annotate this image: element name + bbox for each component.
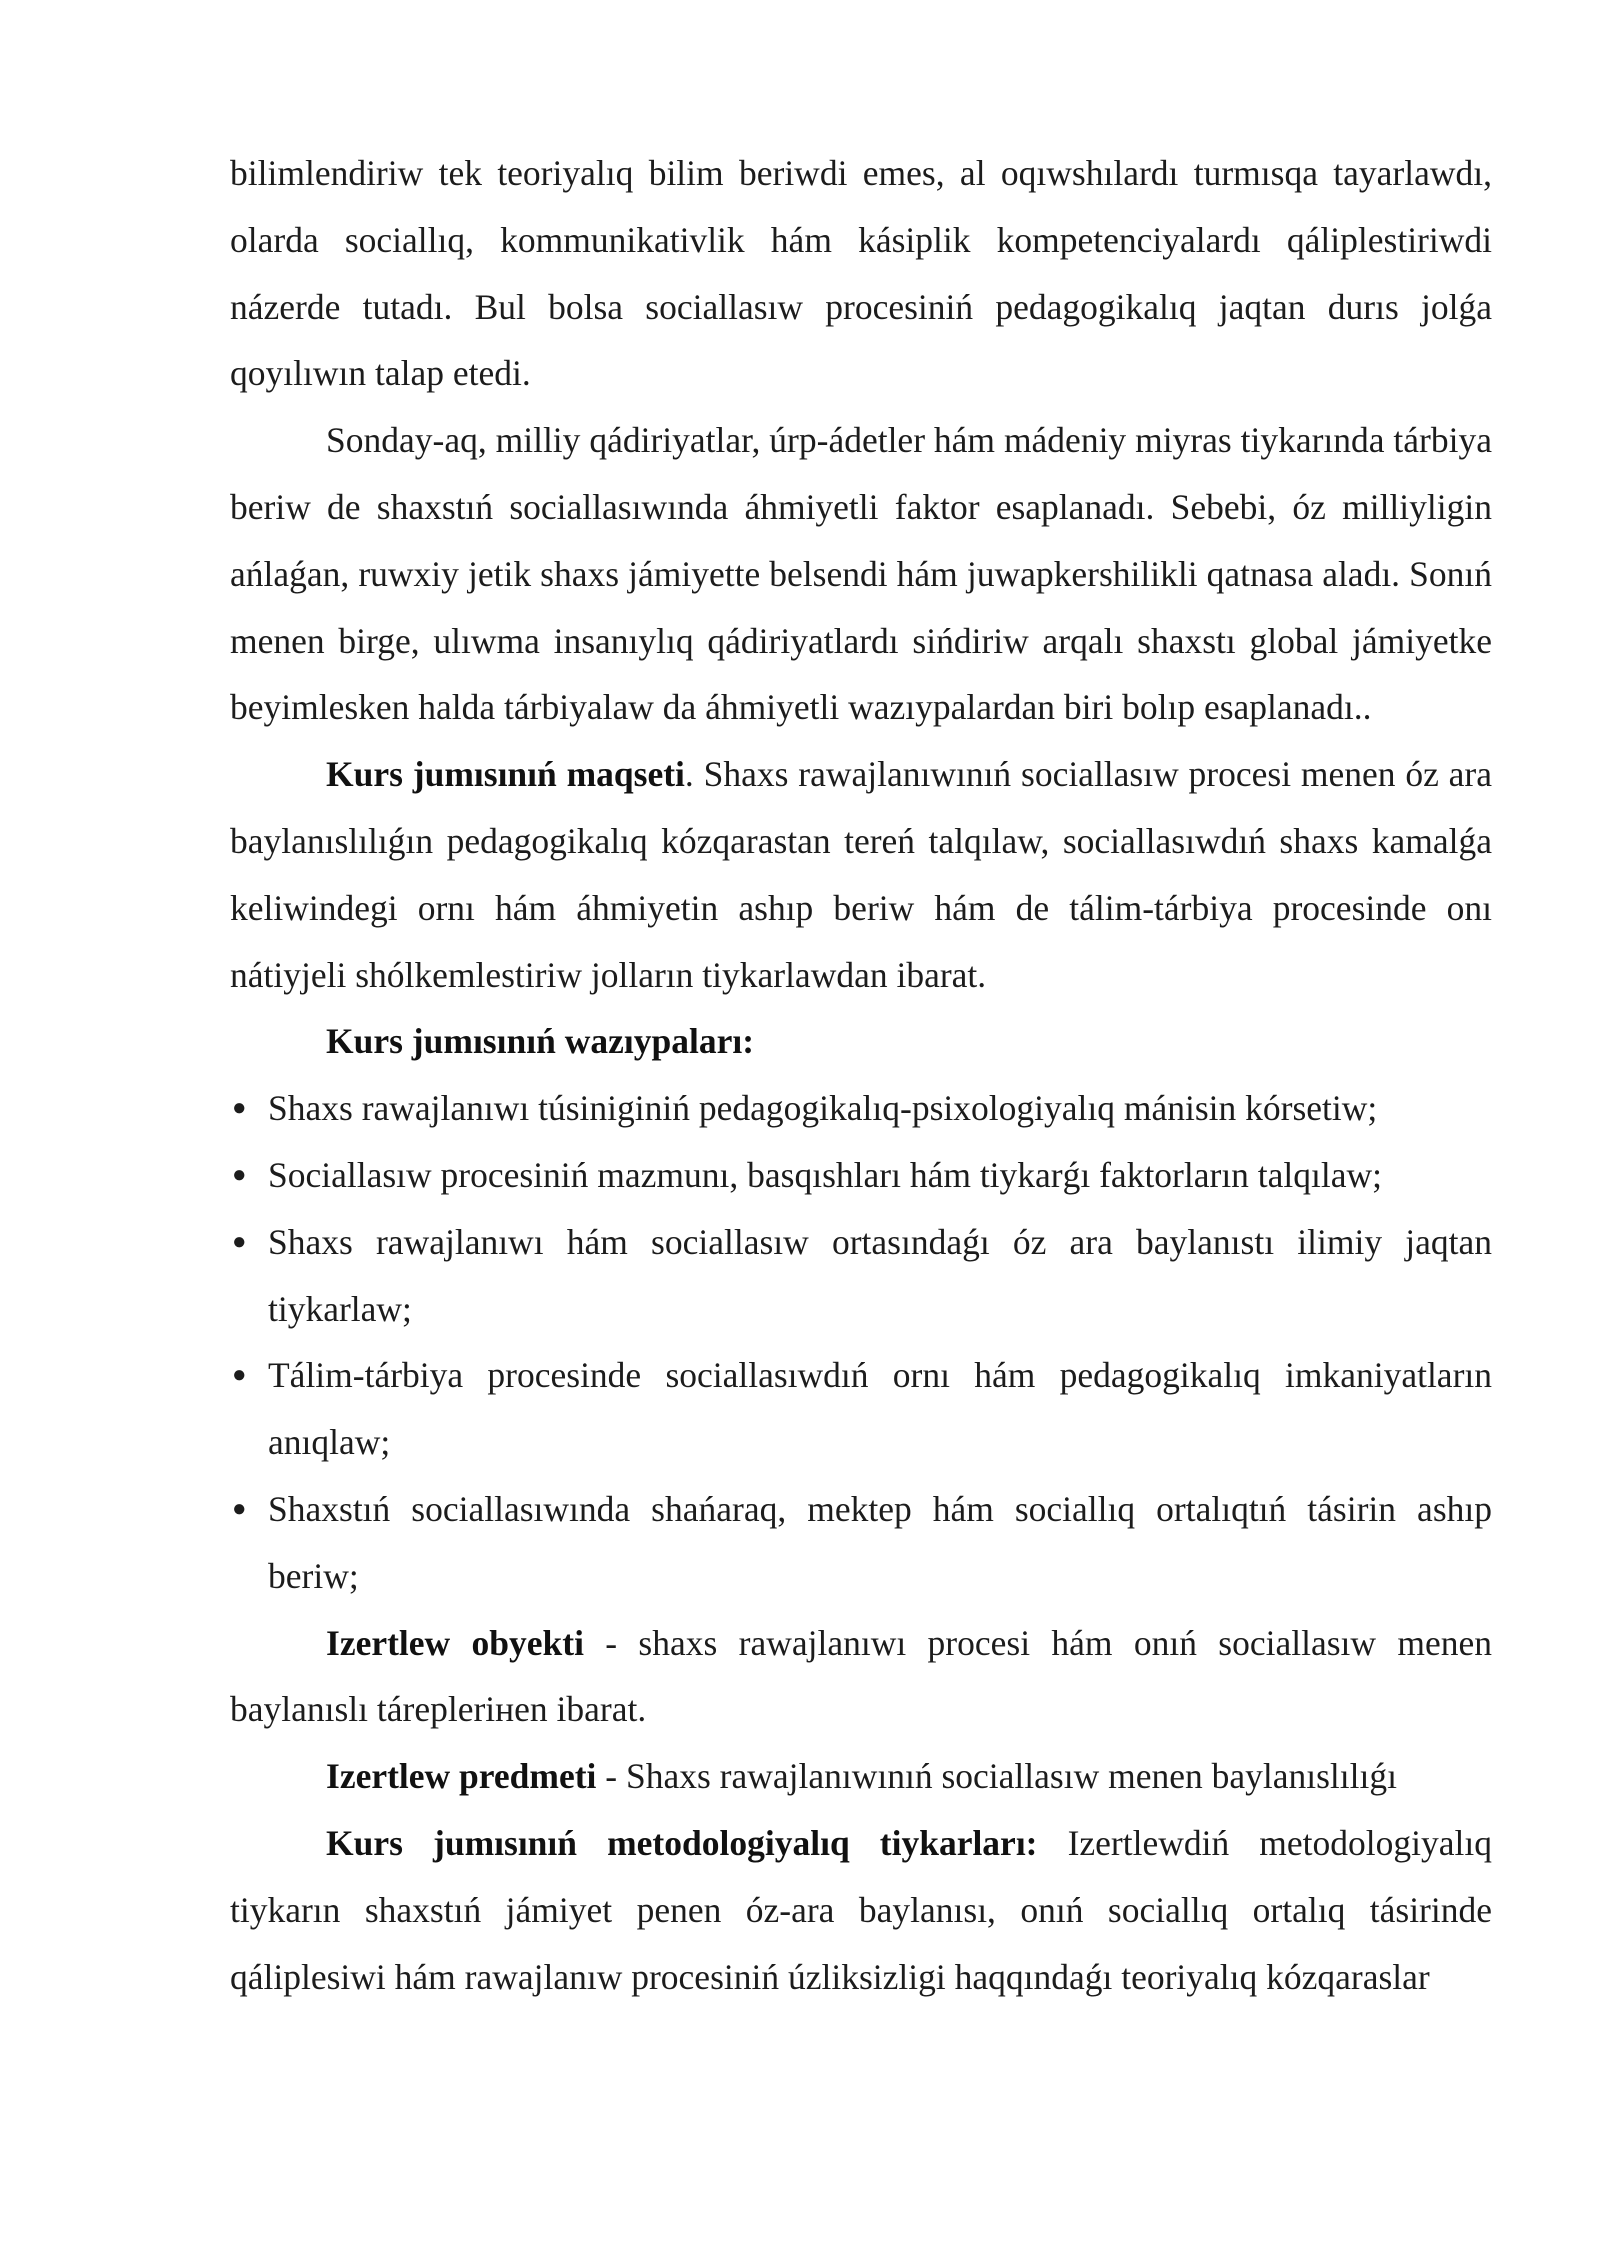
bullet-icon: ● <box>232 1362 247 1389</box>
paragraph-methodology <box>230 1810 1492 2010</box>
list-item <box>232 1142 1492 1209</box>
tasks-heading <box>230 1008 1492 1075</box>
paragraph-research-subject <box>230 1743 1492 1810</box>
paragraph-national-values: Sonday-aq, milliy qádiriyatlar, úrp-ádetler hám mádeniy miyras tiykarında tárbiya beriw de shaxstıń sociallasıwında áhmiyetli faktor esaplanadı. Sebebi, óz milliyligin ańlaǵan, ruwxiy jetik shaxs jámiyette belsendi hám juwapkershilikli qatnasa aladı. Sonıń menen birge, ulıwma insanıylıq qádiriyatlardı sińdiriw arqalı shaxstı global jámiyetke beyimlesken halda tárbiyalaw da áhmiyetli wazıypalardan biri bolıp esaplanadı.. <box>230 420 1492 728</box>
course-goal-text: . Shaxs rawajlanıwınıń sociallasıw procesi menen óz ara baylanıslılıǵın pedagogikalıq kózqarastan tereń talqılaw, sociallasıwdıń shaxs kamalǵa keliwindegi ornı hám áhmiyetin ashıp beriw hám de tálim-tárbiya procesinde onı nátiyjeli shólkemlestiriw jolların tiykarlawdan ibarat. <box>230 754 1492 995</box>
document-page <box>230 140 1492 2010</box>
paragraph-intro-continuation: bilimlendiriw tek teoriyalıq bilim beriwdi emes, al oqıwshılardı turmısqa tayarlawdı, olarda sociallıq, kommunikativlik hám kásiplik kompetenciyalardı qáliplestiriwdi názerde tutadı. Bul bolsa sociallasıw procesiniń pedagogikalıq jaqtan durıs jolǵa qoyılıwın talap etedi. <box>230 153 1492 394</box>
paragraph-course-goal <box>230 741 1492 1008</box>
methodology-label: Kurs jumısınıń metodologiyalıq tiykarları: <box>326 1822 1038 1863</box>
bullet-icon: ● <box>232 1228 247 1255</box>
tasks-heading-label: Kurs jumısınıń wazıypaları: <box>326 1021 755 1062</box>
list-item <box>232 1476 1492 1610</box>
list-item <box>232 1342 1492 1476</box>
bullet-icon: ● <box>232 1495 247 1522</box>
methodology-text: Izertlewdiń metodologiyalıq tiykarın shaxstıń jámiyet penen óz-ara baylanısı, onıń sociallıq ortalıq tásirinde qáliplesiwi hám rawajlanıw procesiniń úzliksizligi haqqındaǵı teoriyalıq kózqaraslar <box>230 1822 1492 1997</box>
task-text: Shaxstıń sociallasıwında shańaraq, mektep hám sociallıq ortalıqtıń tásirin ashıp beriw; <box>268 1488 1492 1596</box>
paragraph-research-object <box>230 1610 1492 1744</box>
research-object-text: - shaxs rawajlanıwı procesi hám onıń sociallasıw menen baylanıslı tárepleriнen ibarat. <box>230 1622 1493 1730</box>
list-item <box>232 1075 1492 1142</box>
task-text: Shaxs rawajlanıwı hám sociallasıw ortasındaǵı óz ara baylanıstı ilimiy jaqtan tiykarlaw; <box>268 1221 1492 1329</box>
course-goal-label: Kurs jumısınıń maqseti <box>326 754 685 795</box>
list-item <box>232 1209 1492 1343</box>
tasks-list <box>230 1075 1492 1609</box>
task-text: Sociallasıw procesiniń mazmunı, basqıshları hám tiykarǵı faktorların talqılaw; <box>268 1154 1383 1195</box>
research-subject-text: - Shaxs rawajlanıwınıń sociallasıw menen baylanıslılıǵı <box>596 1756 1397 1797</box>
task-text: Shaxs rawajlanıwı túsiniginiń pedagogikalıq-psixologiyalıq mánisin kórsetiw; <box>268 1088 1378 1129</box>
research-subject-label: Izertlew predmeti <box>326 1756 597 1797</box>
bullet-icon: ● <box>232 1095 247 1122</box>
research-object-label: Izertlew obyekti <box>326 1622 584 1663</box>
bullet-icon: ● <box>232 1161 247 1188</box>
task-text: Tálim-tárbiya procesinde sociallasıwdıń ornı hám pedagogikalıq imkaniyatların anıqlaw; <box>268 1355 1492 1463</box>
